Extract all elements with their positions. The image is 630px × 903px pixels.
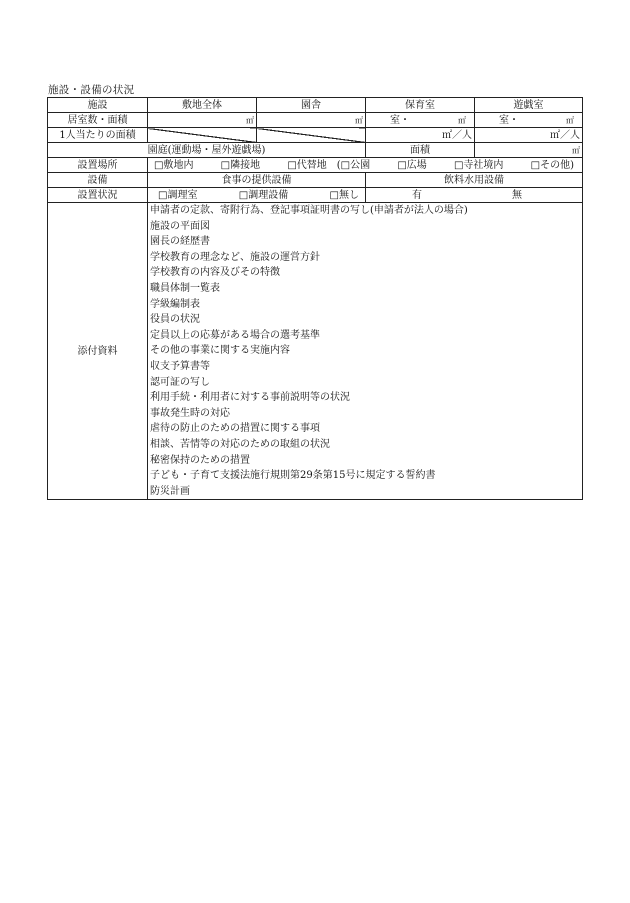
water-option-no[interactable]: 無: [512, 189, 522, 201]
status-label: 設置状況: [48, 188, 148, 203]
garden-label: 園庭(運動場・屋外遊戯場): [48, 143, 366, 158]
location-option-other[interactable]: □その他): [530, 159, 574, 171]
nursery-room-count-label: 室・: [390, 114, 410, 126]
nursery-per-person-unit: ㎡／人: [442, 129, 472, 141]
attachments-list: [148, 203, 583, 500]
header-playroom: 遊戯室: [475, 98, 583, 113]
equipment-label: 設備: [48, 173, 148, 188]
site-area-unit: ㎡: [246, 115, 254, 125]
attachment-item: 収支予算書等: [150, 360, 210, 372]
rooms-label: 居室数・面積: [48, 113, 148, 128]
nursery-area-field[interactable]: [366, 113, 475, 128]
location-option-adjacent[interactable]: □隣接地: [220, 159, 261, 171]
attachment-item: 申請者の定款、寄附行為、登記事項証明書の写し(申請者が法人の場合): [150, 205, 468, 216]
site-area-field[interactable]: [148, 113, 257, 128]
playroom-per-person-field[interactable]: [475, 128, 583, 143]
water-option-yes[interactable]: 有: [412, 189, 422, 201]
playroom-room-count-label: 室・: [499, 114, 519, 126]
meal-status-options: [148, 188, 366, 203]
site-per-person-na: [148, 128, 257, 143]
attachment-item: 虐待の防止のための措置に関する事項: [150, 423, 320, 435]
attachment-item: 子ども・子育て支援法施行規則第29条第15号に規定する誓約書: [150, 470, 436, 482]
attachment-item: 秘密保持のための措置: [150, 454, 250, 466]
attachment-item: 防災計画: [150, 485, 190, 497]
attachments-label: 添付資料: [48, 203, 148, 500]
nursery-area-unit: ㎡: [458, 115, 466, 125]
water-status-options: [366, 188, 583, 203]
section-title: 施設・設備の状況: [48, 84, 135, 96]
attachment-item: 園長の経歴書: [150, 236, 210, 248]
attachment-item: 定員以上の応募がある場合の選考基準: [150, 329, 320, 341]
meal-equipment-header: 食事の提供設備: [148, 173, 366, 188]
attachment-item: 相談、苦情等の対応のための取組の状況: [150, 438, 330, 450]
water-equipment-header: 飲料水用設備: [366, 173, 583, 188]
attachment-item: 職員体制一覧表: [150, 282, 220, 294]
attachments-row: [48, 203, 583, 500]
location-option-substitute-park[interactable]: □代替地 (□公園: [287, 159, 371, 171]
equipment-row: [48, 173, 583, 188]
facility-equipment-table: [47, 97, 583, 500]
header-facility: 施設: [48, 98, 148, 113]
building-area-unit: ㎡: [355, 115, 363, 125]
nursery-per-person-field[interactable]: [366, 128, 475, 143]
garden-area-unit: ㎡: [572, 145, 580, 155]
garden-area-field[interactable]: [475, 143, 583, 158]
meal-option-cooking-equipment[interactable]: □調理設備: [238, 189, 289, 201]
status-row: [48, 188, 583, 203]
attachment-item: 学校教育の内容及びその特徴: [150, 267, 280, 279]
header-row: [48, 98, 583, 113]
location-options: [148, 158, 583, 173]
meal-option-none[interactable]: □無し: [329, 189, 359, 201]
building-area-field[interactable]: [257, 113, 366, 128]
location-option-on-site[interactable]: □敷地内: [154, 159, 194, 171]
meal-option-kitchen[interactable]: □調理室: [158, 189, 198, 201]
per-person-row: [48, 128, 583, 143]
attachment-item: 利用手続・利用者に対する事前説明等の状況: [150, 392, 350, 404]
attachment-item: その他の事業に関する実施内容: [150, 345, 290, 357]
attachment-item: 施設の平面図: [150, 220, 210, 232]
playroom-area-field[interactable]: [475, 113, 583, 128]
location-option-plaza[interactable]: □広場: [397, 159, 427, 171]
rooms-row: [48, 113, 583, 128]
garden-row: [48, 143, 583, 158]
garden-area-label: 面積: [366, 143, 475, 158]
attachment-item: 事故発生時の対応: [150, 407, 230, 419]
building-per-person-na: [257, 128, 366, 143]
location-label: 設置場所: [48, 158, 148, 173]
header-site: 敷地全体: [148, 98, 257, 113]
playroom-per-person-unit: ㎡／人: [550, 129, 580, 141]
header-nursery: 保育室: [366, 98, 475, 113]
attachment-item: 学校教育の理念など、施設の運営方針: [150, 251, 320, 263]
location-option-temple[interactable]: □寺社境内: [453, 159, 504, 171]
attachment-item: 学級編制表: [150, 298, 200, 310]
header-building: 園舎: [257, 98, 366, 113]
attachment-item: 役員の状況: [150, 314, 200, 326]
per-person-label: 1人当たりの面積: [48, 128, 148, 143]
location-row: [48, 158, 583, 173]
attachment-item: 認可証の写し: [150, 376, 210, 388]
playroom-area-unit: ㎡: [566, 115, 574, 125]
